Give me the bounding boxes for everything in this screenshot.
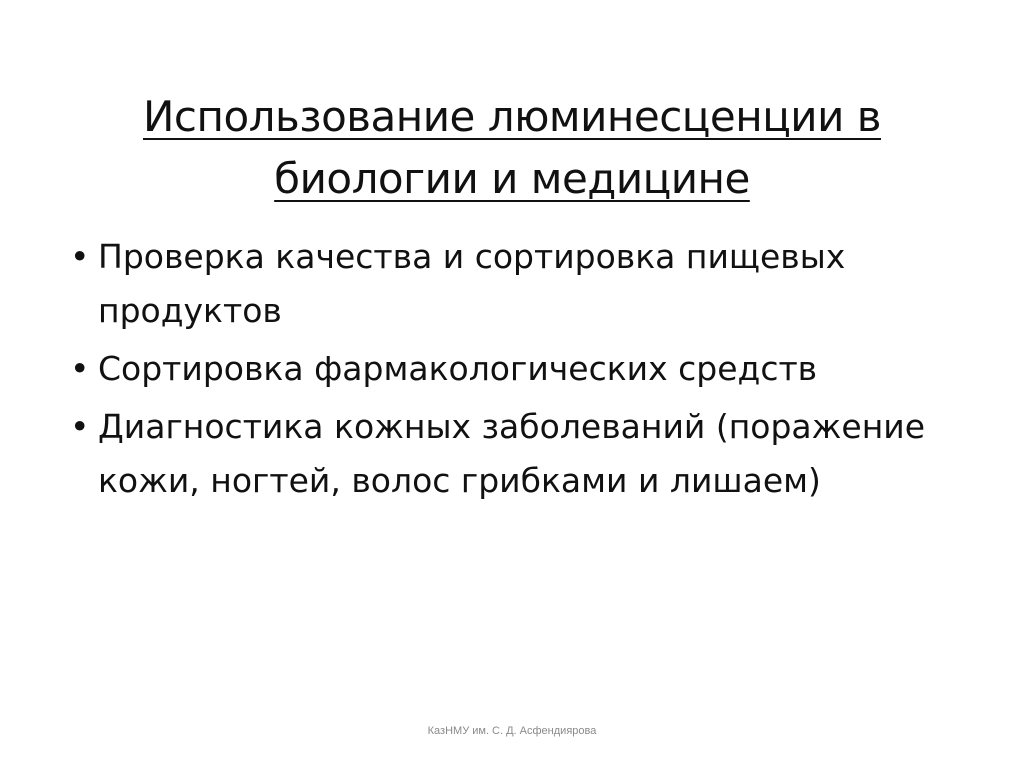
bullet-dot-icon: • xyxy=(70,237,90,276)
slide-title-line-1: Использование люминесценции в xyxy=(143,92,881,142)
slide-title-line-2: биологии и медицине xyxy=(274,154,750,204)
slide-footer: КазНМУ им. С. Д. Асфендиярова xyxy=(427,725,597,737)
bullet-item xyxy=(70,230,950,338)
bullet-text: Диагностика кожных заболеваний (поражение кожи, ногтей, волос грибками и лишаем) xyxy=(98,407,926,500)
bullet-text: Проверка качества и сортировка пищевых продуктов xyxy=(98,237,846,330)
bullet-item xyxy=(70,342,950,396)
bullet-item xyxy=(70,400,950,508)
slide-title xyxy=(60,86,964,210)
bullet-text: Сортировка фармакологических средств xyxy=(98,349,818,388)
bullet-dot-icon: • xyxy=(70,407,90,446)
bullet-list xyxy=(70,230,950,512)
bullet-dot-icon: • xyxy=(70,349,90,388)
